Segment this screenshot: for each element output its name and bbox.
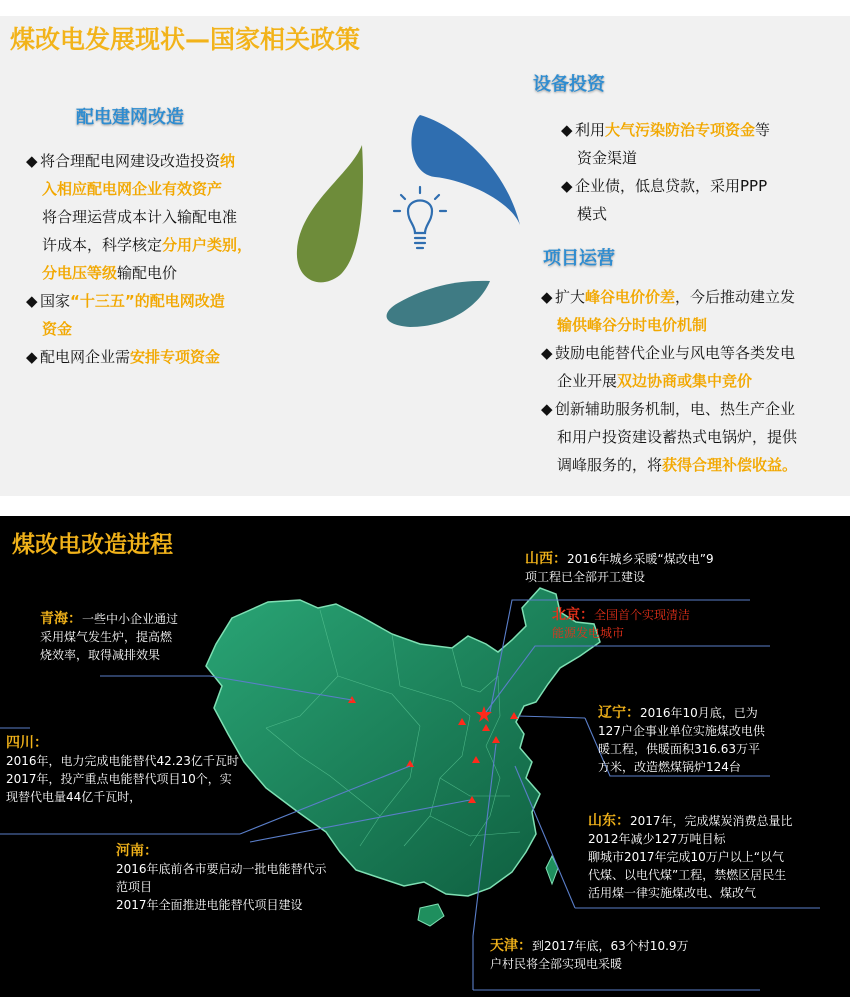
policy-line: [561, 172, 831, 200]
qinghai-label: 青海：: [40, 611, 82, 627]
body-text: 许成本，科学核定: [42, 236, 163, 254]
body-text: 创新辅助服务机制，电、热生产企业: [555, 400, 796, 418]
note-line: 到2017年底，63个村10.9万: [532, 939, 689, 953]
diamond-bullet-icon: ◆: [26, 152, 38, 170]
grid-policy-list: [26, 147, 288, 371]
body-text: 等: [755, 121, 771, 139]
highlight-text: 安排专项资金: [130, 348, 221, 366]
policy-line: [541, 423, 841, 451]
equipment-policy-list: [561, 116, 831, 228]
diamond-bullet-icon: ◆: [26, 348, 38, 366]
shanxi-note: [525, 550, 785, 586]
blue-drop-shape: [411, 115, 520, 225]
policy-line: [26, 147, 288, 175]
diamond-bullet-icon: ◆: [541, 344, 553, 362]
note-line: 2016年城乡采暖“煤改电”9: [567, 552, 714, 566]
note-line: 2017年全面推进电能替代项目建设: [116, 898, 303, 912]
note-line: 2016年，电力完成电能替代42.23亿千瓦时: [6, 754, 239, 768]
diamond-bullet-icon: ◆: [26, 292, 38, 310]
liaoning-note: [598, 704, 808, 776]
operation-section-title: 项目运营: [543, 248, 615, 269]
body-text: 模式: [577, 205, 608, 223]
note-line: 烧效率，取得减排效果: [40, 648, 161, 662]
highlight-text: 分用户类别，: [162, 236, 253, 254]
qinghai-note: [40, 610, 250, 664]
tianjin-note: [490, 937, 740, 973]
body-text: 调峰服务的，将: [557, 456, 663, 474]
body-text: 输配电价: [117, 264, 178, 282]
shanxi-label: 山西：: [525, 551, 567, 567]
diamond-bullet-icon: ◆: [541, 400, 553, 418]
sichuan-note: [6, 734, 276, 806]
diamond-bullet-icon: ◆: [541, 288, 553, 306]
note-line: 127户企事业单位实施煤改电供: [598, 724, 765, 738]
policy-line: [26, 175, 288, 203]
policy-line: [561, 200, 831, 228]
note-line: 2017年，完成煤炭消费总量比: [630, 814, 793, 828]
policy-cycle-graphic: [290, 105, 530, 335]
note-line: 活用煤一律实施煤改电、煤改气: [588, 886, 757, 900]
note-line: 能源发电城市: [552, 626, 625, 640]
body-text: 将合理运营成本计入输配电准: [42, 208, 238, 226]
policy-line: [541, 367, 841, 395]
body-text: 和用户投资建设蓄热式电锅炉，提供: [557, 428, 798, 446]
note-line: 聊城市2017年完成10万户以上“以气: [588, 850, 785, 864]
policy-line: [541, 339, 841, 367]
note-line: 项工程已全部开工建设: [525, 570, 646, 584]
body-text: 企业开展: [557, 372, 618, 390]
note-line: 采用煤气发生炉，提高燃: [40, 630, 173, 644]
body-text: 配电网企业需: [40, 348, 131, 366]
hainan-shape: [418, 904, 444, 926]
policy-line: [26, 231, 288, 259]
teal-drop-shape: [387, 281, 490, 327]
progress-title: 煤改电改造进程: [12, 532, 173, 558]
beijing-note: [552, 606, 752, 642]
note-line: 2012年减少127万吨目标: [588, 832, 726, 846]
tianjin-label: 天津：: [490, 938, 532, 954]
highlight-text: 资金: [42, 320, 73, 338]
operation-policy-list: [541, 283, 841, 479]
shandong-label: 山东：: [588, 813, 630, 829]
body-text: 利用: [575, 121, 606, 139]
body-text: 企业债，低息贷款，采用PPP: [575, 177, 768, 195]
note-line: 现替代电量44亿千瓦时，: [6, 790, 142, 804]
diamond-bullet-icon: ◆: [561, 177, 573, 195]
policy-line: [26, 203, 288, 231]
policy-line: [541, 395, 841, 423]
policy-line: [541, 283, 841, 311]
henan-label: 河南：: [116, 843, 158, 859]
policy-line: [26, 287, 288, 315]
highlight-text: 输供峰谷分时电价机制: [557, 316, 708, 334]
highlight-text: 峰谷电价价差: [585, 288, 676, 306]
body-text: ，今后推动建立发: [675, 288, 796, 306]
beijing-label: 北京：: [552, 607, 594, 623]
note-line: 代煤、以电代煤”工程，禁燃区居民生: [588, 868, 787, 882]
policy-line: [561, 144, 831, 172]
highlight-text: 大气污染防治专项资金: [605, 121, 756, 139]
highlight-text: 分电压等级: [42, 264, 118, 282]
policy-line: [26, 315, 288, 343]
body-text: 将合理配电网建设改造投资: [40, 152, 221, 170]
highlight-text: 双边协商或集中竞价: [617, 372, 753, 390]
note-line: 2016年10月底，已为: [640, 706, 758, 720]
note-line: 暖工程，供暖面积316.63万平: [598, 742, 760, 756]
note-line: 范项目: [116, 880, 153, 894]
note-line: 户村民将全部实现电采暖: [490, 957, 623, 971]
highlight-text: 纳: [220, 152, 236, 170]
note-line: 一些中小企业通过: [82, 612, 179, 626]
shandong-note: [588, 812, 838, 902]
highlight-text: 获得合理补偿收益。: [662, 456, 798, 474]
policy-line: [26, 343, 288, 371]
green-drop-shape: [297, 145, 363, 282]
taiwan-shape: [546, 856, 558, 884]
sichuan-label: 四川：: [6, 735, 48, 751]
policy-line: [541, 451, 841, 479]
grid-section-title: 配电建网改造: [76, 107, 184, 128]
note-line: 2016年底前各市要启动一批电能替代示: [116, 862, 327, 876]
liaoning-label: 辽宁：: [598, 705, 640, 721]
lightbulb-icon: [394, 187, 446, 248]
diamond-bullet-icon: ◆: [561, 121, 573, 139]
highlight-text: 入相应配电网企业有效资产: [42, 180, 223, 198]
progress-panel: [0, 516, 850, 997]
policy-line: [26, 259, 288, 287]
equipment-section-title: 设备投资: [533, 74, 605, 95]
policy-line: [561, 116, 831, 144]
body-text: 国家: [40, 292, 71, 310]
highlight-text: “十三五”的配电网改造: [70, 292, 225, 310]
policy-title: 煤改电发展现状—国家相关政策: [10, 25, 361, 54]
note-line: 全国首个实现清洁: [594, 608, 691, 622]
body-text: 鼓励电能替代企业与风电等各类发电: [555, 344, 796, 362]
body-text: 资金渠道: [577, 149, 638, 167]
policy-line: [541, 311, 841, 339]
henan-note: [116, 842, 366, 914]
note-line: 2017年，投产重点电能替代项目10个，实: [6, 772, 232, 786]
note-line: 方米，改造燃煤锅炉124台: [598, 760, 741, 774]
body-text: 扩大: [555, 288, 586, 306]
